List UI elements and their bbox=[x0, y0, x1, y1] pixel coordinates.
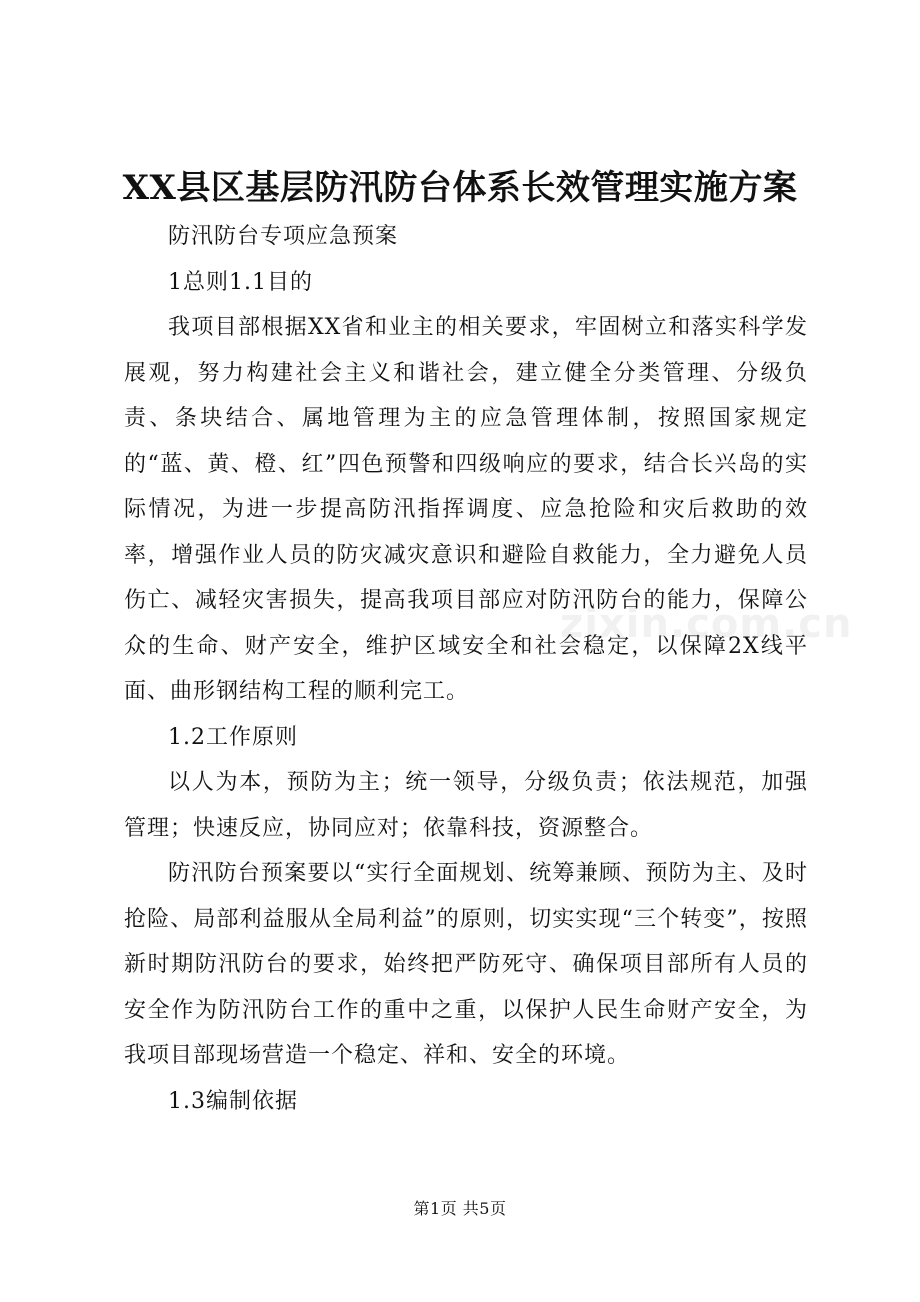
paragraph-plan-requirements: 防汛防台预案要以“实行全面规划、统筹兼顾、预防为主、及时抢险、局部利益服从全局利益”的原则，切实实现“三个转变”，按照新时期防汛防台的要求，始终把严防死守、确保项目部所有人员的安全作为防汛防台工作的重中之重，以保护人民生命财产安全，为我项目部现场营造一个稳定、祥和、安全的环境。 bbox=[124, 861, 808, 1068]
section-heading-1-2: 1.2工作原则 bbox=[168, 724, 298, 750]
page-footer: 第1页 共5页 bbox=[413, 1199, 507, 1218]
document-body bbox=[124, 214, 808, 1124]
document-title: XX县区基层防汛防台体系长效管理实施方案 bbox=[122, 168, 798, 208]
paragraph-plan-name: 防汛防台专项应急预案 bbox=[168, 224, 399, 249]
section-heading-1-3: 1.3编制依据 bbox=[168, 1088, 298, 1114]
watermark: zixin.com.cn bbox=[560, 601, 853, 647]
paragraph-purpose: 我项目部根据XX省和业主的相关要求，牢固树立和落实科学发展观，努力构建社会主义和谐社会，建立健全分类管理、分级负责、条块结合、属地管理为主的应急管理体制，按照国家规定的“蓝、黄、橙、红”四色预警和四级响应的要求，结合长兴岛的实际情况，为进一步提高防汛指挥调度、应急抢险和灾后救助的效率，增强作业人员的防灾减灾意识和避险自救能力，全力避免人员伤亡、减轻灾害损失，提高我项目部应对防汛防台的能力，保障公众的生命、财产安全，维护区域安全和社会稳定，以保障2X线平面、曲形钢结构工程的顺利完工。 bbox=[124, 315, 808, 704]
paragraph-principles: 以人为本，预防为主；统一领导，分级负责；依法规范，加强管理；快速反应，协同应对；依靠科技，资源整合。 bbox=[124, 770, 808, 841]
section-heading-1-1: 1总则1.1目的 bbox=[168, 269, 313, 295]
